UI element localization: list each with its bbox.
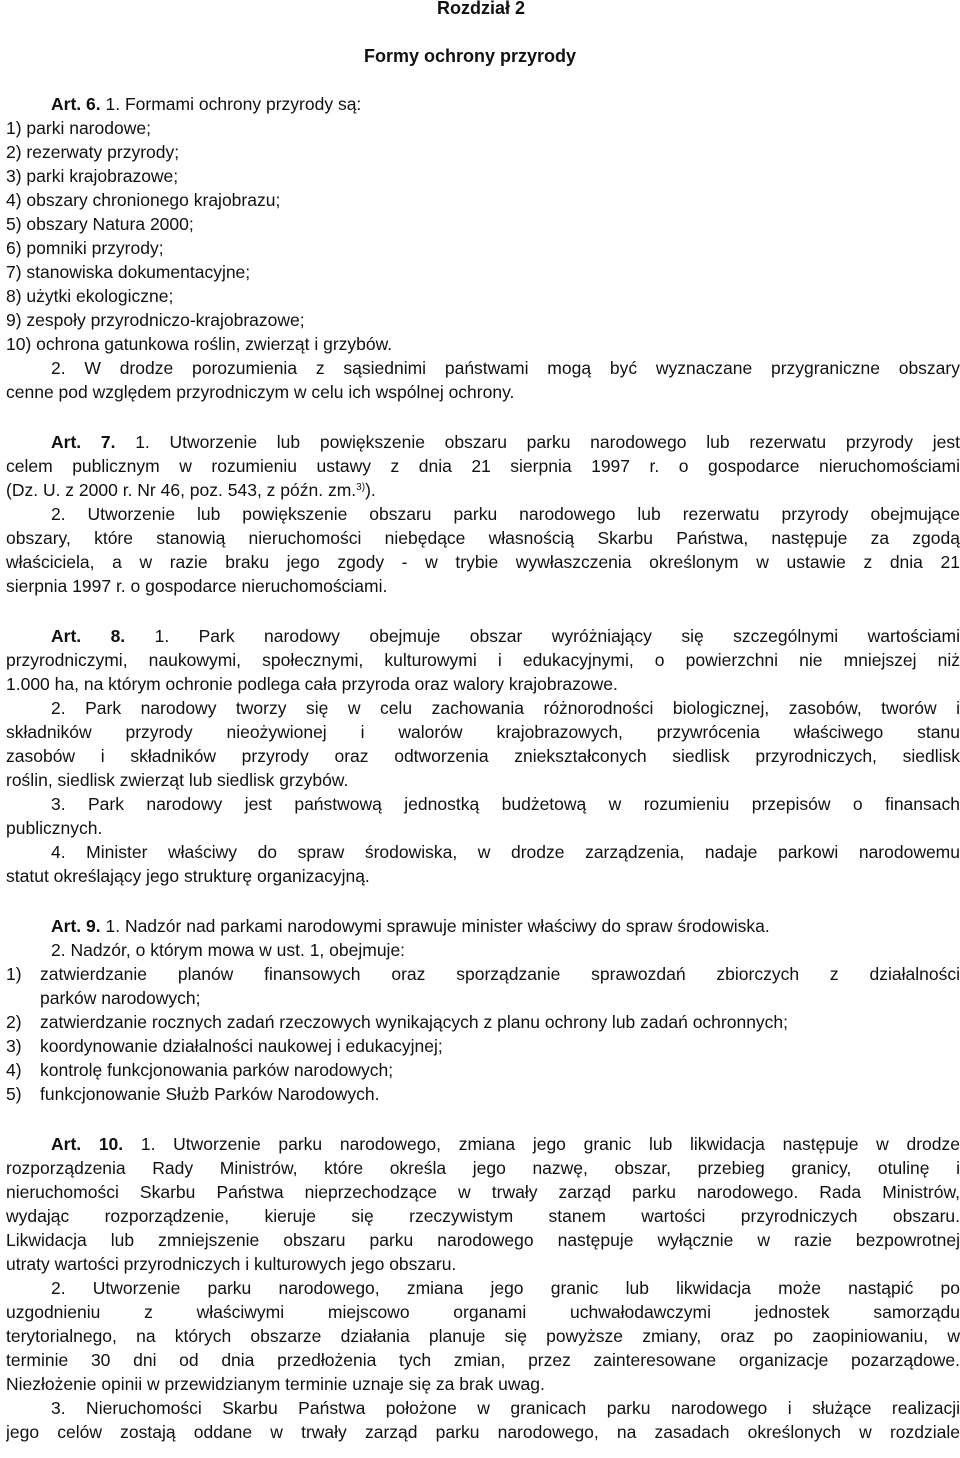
art10-line: jego celów zostają oddane w trwały zarząd parku narodowego, na zasadach określonych w rozdziale bbox=[6, 1422, 960, 1442]
art10-line: terminie 30 dni od dnia przedłożenia tych zmian, przez zainteresowane organizacje pozarządowe. bbox=[6, 1350, 960, 1370]
art6-paragraph-2-line: 2. W drodze porozumienia z sąsiednimi państwami mogą być wyznaczane przygraniczne obszary bbox=[51, 358, 960, 378]
art8-line: przyrodniczymi, naukowymi, społecznymi, kulturowymi i edukacyjnymi, o powierzchni nie mniejszej niż bbox=[6, 650, 960, 670]
footnote-marker: 3) bbox=[356, 482, 366, 493]
art10-line: nieruchomości Skarbu Państwa nieprzechodzące w trwały zarząd parku narodowego. Rada Ministrów, bbox=[6, 1182, 960, 1202]
art8-line: 3. Park narodowy jest państwową jednostką budżetową w rozumieniu przepisów o finansach bbox=[51, 794, 960, 814]
art6-paragraph-1 bbox=[6, 93, 361, 116]
art7-paragraph-2-line: 2. Utworzenie lub powiększenie obszaru parku narodowego lub rezerwatu przyrody obejmujące bbox=[51, 504, 960, 524]
art10-line: terytorialnego, na których obszarze działania planuje się powyższe zmiany, oraz po zaopiniowaniu, w bbox=[6, 1326, 960, 1346]
list-text: zatwierdzanie rocznych zadań rzeczowych wynikających z planu ochrony lub zadań ochronnych; bbox=[40, 1012, 789, 1032]
art9-paragraph-2: 2. Nadzór, o którym mowa w ust. 1, obejmuje: bbox=[51, 940, 406, 960]
paragraph-text: 1. Park narodowy obejmuje obszar wyróżniający się szczególnymi wartościami bbox=[154, 626, 960, 646]
list-number: 5) bbox=[6, 1084, 22, 1104]
article-label: Art. 10. bbox=[51, 1134, 124, 1154]
list-item: 4) obszary chronionego krajobrazu; bbox=[6, 190, 281, 210]
list-item: 6) pomniki przyrody; bbox=[6, 238, 164, 258]
list-item bbox=[6, 1083, 379, 1106]
art8-line: 4. Minister właściwy do spraw środowiska, w drodze zarządzenia, nadaje parkowi narodowemu bbox=[51, 842, 960, 862]
paragraph-text: 1. Utworzenie parku narodowego, zmiana jego granic lub likwidacja następuje w drodze bbox=[140, 1134, 960, 1154]
art8-line: składników przyrody nieożywionej i walorów krajobrazowych, przywrócenia właściwego stanu bbox=[6, 722, 960, 742]
list-number: 3) bbox=[6, 1036, 22, 1056]
chapter-title: Formy ochrony przyrody bbox=[364, 46, 577, 66]
list-text: parków narodowych; bbox=[40, 988, 201, 1008]
list-item: 9) zespoły przyrodniczo-krajobrazowe; bbox=[6, 310, 305, 330]
paragraph-text: (Dz. U. z 2000 r. Nr 46, poz. 543, z późn. zm. bbox=[6, 480, 357, 500]
art7-paragraph-1-line: celem publicznym w rozumieniu ustawy z dnia 21 sierpnia 1997 r. o gospodarce nieruchomościami bbox=[6, 456, 960, 476]
paragraph-text: 1. Nadzór nad parkami narodowymi sprawuje minister właściwy do spraw środowiska. bbox=[105, 916, 770, 936]
art10-line: 2. Utworzenie parku narodowego, zmiana jego granic lub likwidacja może nastąpić po bbox=[51, 1278, 960, 1298]
chapter-heading: Rozdział 2 bbox=[437, 0, 526, 18]
list-item bbox=[6, 1035, 443, 1058]
art10-line: wydając rozporządzenie, kieruje się rzeczywistym stanem wartości przyrodniczych obszaru. bbox=[6, 1206, 960, 1226]
art7-paragraph-2-line: właściciela, a w razie braku jego zgody - w trybie wywłaszczenia określonym w ustawie z dnia 21 bbox=[6, 552, 960, 572]
paragraph-text: Formami ochrony przyrody są: bbox=[124, 94, 362, 114]
article-label: Art. 9. bbox=[51, 916, 101, 936]
art10-line: utraty wartości przyrodniczych i kulturowych jego obszaru. bbox=[6, 1254, 457, 1274]
art10-line: Likwidacja lub zmniejszenie obszaru parku narodowego następuje wyłącznie w razie bezpowrotnej bbox=[6, 1230, 960, 1250]
art7-paragraph-1 bbox=[6, 431, 960, 454]
article-label: Art. 6. bbox=[51, 94, 101, 114]
paragraph-number: 1. bbox=[105, 94, 121, 114]
art8-paragraph-1 bbox=[6, 625, 960, 648]
art8-line: roślin, siedlisk zwierząt lub siedlisk grzybów. bbox=[6, 770, 349, 790]
art8-line: 2. Park narodowy tworzy się w celu zachowania różnorodności biologicznej, zasobów, tworów i bbox=[51, 698, 960, 718]
list-item: 5) obszary Natura 2000; bbox=[6, 214, 194, 234]
list-item: 2) rezerwaty przyrody; bbox=[6, 142, 180, 162]
paragraph-text: ). bbox=[365, 480, 376, 500]
art10-line: uzgodnieniu z właściwymi miejscowo organami uchwałodawczymi jednostek samorządu bbox=[6, 1302, 960, 1322]
art8-line: 1.000 ha, na którym ochronie podlega cała przyroda oraz walory krajobrazowe. bbox=[6, 674, 618, 694]
list-number: 2) bbox=[6, 1012, 22, 1032]
art7-paragraph-1-line bbox=[6, 479, 376, 502]
list-number: 1) bbox=[6, 964, 22, 984]
art8-line: statut określający jego strukturę organizacyjną. bbox=[6, 866, 370, 886]
article-label: Art. 7. bbox=[51, 432, 116, 452]
art10-line: rozporządzenia Rady Ministrów, które określa jego nazwę, obszar, przebieg granicy, otulinę i bbox=[6, 1158, 960, 1178]
list-text: funkcjonowanie Służb Parków Narodowych. bbox=[40, 1084, 380, 1104]
art10-line: 3. Nieruchomości Skarbu Państwa położone w granicach parku narodowego i służące realizacji bbox=[51, 1398, 960, 1418]
art7-paragraph-2-line: obszary, które stanowią nieruchomości niebędące własnością Skarbu Państwa, następuje za zgodą bbox=[6, 528, 960, 548]
article-label: Art. 8. bbox=[51, 626, 126, 646]
art10-line: Niezłożenie opinii w przewidzianym terminie uznaje się za brak uwag. bbox=[6, 1374, 545, 1394]
list-item: 10) ochrona gatunkowa roślin, zwierząt i grzybów. bbox=[6, 334, 393, 354]
art6-paragraph-2-line: cenne pod względem przyrodniczym w celu ich wspólnej ochrony. bbox=[6, 382, 515, 402]
art9-paragraph-1 bbox=[6, 915, 770, 938]
list-item: 3) parki krajobrazowe; bbox=[6, 166, 179, 186]
list-item bbox=[6, 1059, 393, 1082]
list-number: 4) bbox=[6, 1060, 22, 1080]
art7-paragraph-2-line: sierpnia 1997 r. o gospodarce nieruchomościami. bbox=[6, 576, 388, 596]
list-item: 7) stanowiska dokumentacyjne; bbox=[6, 262, 251, 282]
list-item bbox=[6, 1011, 788, 1034]
list-item: 8) użytki ekologiczne; bbox=[6, 286, 174, 306]
art8-line: publicznych. bbox=[6, 818, 103, 838]
art8-line: zasobów i składników przyrody oraz odtworzenia zniekształconych siedlisk przyrodniczych, siedlisk bbox=[6, 746, 960, 766]
list-item bbox=[6, 987, 201, 1010]
paragraph-text: 1. Utworzenie lub powiększenie obszaru parku narodowego lub rezerwatu przyrody jest bbox=[135, 432, 960, 452]
list-item bbox=[6, 963, 960, 986]
list-item: 1) parki narodowe; bbox=[6, 118, 151, 138]
list-text: koordynowanie działalności naukowej i edukacyjnej; bbox=[40, 1036, 443, 1056]
art10-paragraph-1 bbox=[6, 1133, 960, 1156]
list-text: zatwierdzanie planów finansowych oraz sporządzanie sprawozdań zbiorczych z działalności bbox=[40, 964, 960, 984]
list-text: kontrolę funkcjonowania parków narodowych; bbox=[40, 1060, 394, 1080]
